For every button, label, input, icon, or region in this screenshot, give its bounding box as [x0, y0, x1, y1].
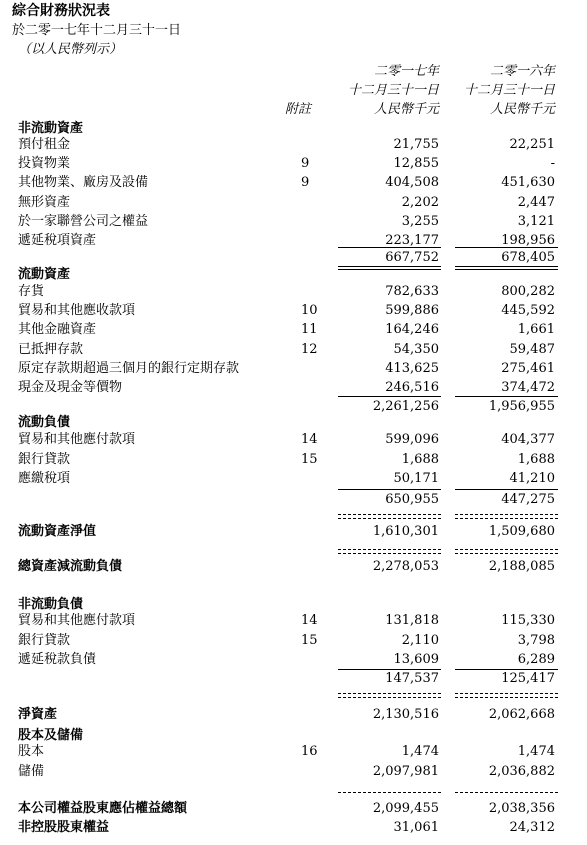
table-row [0, 301, 587, 320]
value-2017: 1,474 [401, 744, 439, 759]
dashed-rule [338, 549, 441, 550]
value-2016: 404,377 [501, 432, 555, 447]
value-2016: 198,956 [501, 233, 555, 248]
dashed-rule [455, 697, 558, 698]
value-2017: 2,099,455 [372, 801, 439, 816]
ca-total-2017: 2,261,256 [372, 399, 439, 414]
net-assets-row [0, 705, 587, 724]
row-note: 16 [301, 744, 318, 759]
value-2017: 3,255 [401, 213, 439, 229]
row-label: 預付租金 [18, 137, 71, 152]
row-label: 銀行貸款 [18, 632, 71, 648]
value-2017: 131,818 [385, 613, 439, 628]
col-2016-date: 十二月三十一日 [463, 83, 555, 98]
col-2017-unit: 人民幣千元 [373, 102, 439, 117]
value-2016: - [550, 156, 555, 172]
value-2016: 115,330 [501, 613, 555, 628]
value-2016: 2,062,668 [488, 707, 555, 722]
value-2016: 2,447 [517, 194, 555, 210]
row-note: 10 [301, 303, 318, 319]
value-2016: 1,474 [517, 744, 555, 759]
row-label: 儲備 [18, 764, 45, 779]
value-2016: 1,661 [517, 322, 555, 338]
value-2017: 599,886 [385, 303, 439, 319]
heading-text: 流動資產 [18, 267, 71, 282]
value-2017: 164,246 [385, 322, 439, 338]
table-row [0, 193, 587, 212]
value-2016: 451,630 [501, 175, 555, 191]
table-row [0, 631, 587, 650]
row-label: 原定存款期超過三個月的銀行定期存款 [18, 360, 240, 376]
equity-attributable-row [0, 799, 587, 818]
value-2017: 2,110 [401, 632, 439, 648]
date-text: 於二零一七年十二月三十一日 [12, 23, 182, 38]
total-assets-less-cl-row [0, 557, 587, 576]
row-label: 現金及現金等價物 [18, 380, 123, 395]
row-note: 9 [301, 156, 310, 172]
table-row [0, 611, 587, 630]
table-row [0, 650, 587, 669]
table-row [0, 282, 587, 301]
dashed-rule [338, 792, 441, 793]
row-note: 9 [301, 175, 310, 191]
value-2016: 6,289 [517, 652, 555, 667]
row-label: 無形資產 [18, 194, 71, 210]
row-label: 總資產減流動負債 [18, 559, 123, 574]
cl-total-2017: 650,955 [385, 492, 439, 507]
value-2017: 2,130,516 [372, 707, 439, 722]
value-2017: 413,625 [385, 360, 439, 376]
row-label: 於一家聯營公司之權益 [18, 213, 149, 229]
heading-text: 非流動負債 [18, 597, 84, 612]
table-row [0, 450, 587, 469]
value-2017: 246,516 [385, 380, 439, 395]
row-label: 銀行貸款 [18, 451, 71, 467]
table-row [0, 340, 587, 359]
table-row [0, 430, 587, 449]
row-label: 其他物業、廠房及設備 [18, 175, 149, 191]
col-2017-year: 二零一七年 [373, 64, 439, 79]
row-note: 14 [301, 613, 318, 628]
dashed-rule [455, 518, 558, 519]
ncl-total-2016: 125,417 [501, 671, 555, 686]
value-2016: 1,688 [517, 451, 555, 467]
row-label: 貿易和其他應付款項 [18, 432, 136, 447]
cl-total-2016: 447,275 [501, 492, 555, 507]
dashed-rule [455, 553, 558, 554]
nca-total-2017: 667,752 [385, 250, 439, 265]
value-2017: 12,855 [393, 156, 439, 172]
dashed-rule [338, 518, 441, 519]
value-2016: 800,282 [501, 284, 555, 299]
currency-note [0, 40, 587, 59]
row-label: 應繳稅項 [18, 471, 71, 486]
row-label: 存貨 [18, 284, 45, 299]
col-2016-year: 二零一六年 [489, 64, 555, 79]
table-row [0, 762, 587, 781]
dashed-rule [455, 693, 558, 694]
table-row [0, 212, 587, 231]
table-row [0, 378, 587, 397]
value-2016: 275,461 [501, 360, 555, 376]
ncl-total-2017: 147,537 [385, 671, 439, 686]
value-2017: 1,688 [401, 451, 439, 467]
dashed-rule [338, 697, 441, 698]
row-label: 非控股股東權益 [18, 820, 110, 835]
row-label: 淨資產 [18, 707, 58, 722]
row-label: 遞延稅款負債 [18, 652, 97, 667]
currency-note-text: （以人民幣列示） [18, 42, 123, 57]
value-2017: 223,177 [385, 233, 439, 248]
dashed-rule [338, 693, 441, 694]
value-2017: 31,061 [393, 820, 439, 835]
heading-text: 股本及儲備 [18, 728, 84, 743]
statement-date [0, 21, 587, 40]
net-current-assets-row [0, 522, 587, 541]
row-note: 15 [301, 632, 318, 648]
ncl-total-row [0, 669, 587, 688]
value-2016: 445,592 [501, 303, 555, 319]
value-2016: 22,251 [509, 137, 555, 152]
row-note: 12 [301, 341, 318, 357]
value-2017: 13,609 [393, 652, 439, 667]
row-label: 本公司權益股東應佔權益總額 [18, 801, 188, 816]
statement-title: 綜合財務狀況表 [12, 3, 110, 19]
row-label: 遞延稅項資產 [18, 233, 97, 248]
value-2016: 2,038,356 [488, 801, 555, 816]
cl-total-row [0, 490, 587, 509]
table-row [0, 742, 587, 761]
table-row [0, 469, 587, 488]
non-controlling-row [0, 818, 587, 837]
value-2016: 59,487 [509, 341, 555, 357]
ca-total-2016: 1,956,955 [488, 399, 555, 414]
value-2017: 2,097,981 [372, 764, 439, 779]
row-note: 15 [301, 451, 318, 467]
table-row [0, 135, 587, 154]
value-2017: 50,171 [393, 471, 439, 486]
heading-text: 非流動資產 [18, 121, 84, 136]
dashed-rule [455, 514, 558, 515]
value-2016: 3,121 [517, 213, 555, 229]
col-2016-unit: 人民幣千元 [489, 102, 555, 117]
value-2016: 2,188,085 [488, 559, 555, 574]
value-2016: 41,210 [509, 471, 555, 486]
row-label: 已抵押存款 [18, 341, 84, 357]
nca-total-2016: 678,405 [501, 250, 555, 265]
table-row [0, 154, 587, 173]
col-2017-date: 十二月三十一日 [347, 83, 439, 98]
note-column-header: 附註 [285, 102, 312, 117]
row-note: 11 [301, 322, 318, 338]
value-2017: 54,350 [393, 341, 439, 357]
row-label: 股本 [18, 744, 45, 759]
heading-text: 流動負債 [18, 415, 71, 430]
dashed-rule [455, 792, 558, 793]
table-row [0, 359, 587, 378]
value-2017: 2,278,053 [372, 559, 439, 574]
value-2016: 2,036,882 [488, 764, 555, 779]
dashed-rule [338, 553, 441, 554]
value-2016: 1,509,680 [488, 524, 555, 539]
value-2017: 21,755 [393, 137, 439, 152]
row-label: 貿易和其他應付款項 [18, 613, 136, 628]
row-label: 投資物業 [18, 156, 71, 172]
row-label: 貿易和其他應收款項 [18, 303, 136, 319]
value-2017: 599,096 [385, 432, 439, 447]
value-2017: 782,633 [385, 284, 439, 299]
row-label: 流動資產淨值 [18, 524, 97, 539]
value-2017: 1,610,301 [372, 524, 439, 539]
value-2016: 374,472 [501, 380, 555, 395]
value-2017: 404,508 [385, 175, 439, 191]
row-label: 其他金融資產 [18, 322, 97, 338]
value-2017: 2,202 [401, 194, 439, 210]
value-2016: 24,312 [509, 820, 555, 835]
value-2016: 3,798 [517, 632, 555, 648]
dashed-rule [338, 514, 441, 515]
table-row [0, 320, 587, 339]
table-row [0, 173, 587, 192]
dashed-rule [455, 549, 558, 550]
row-note: 14 [301, 432, 318, 447]
